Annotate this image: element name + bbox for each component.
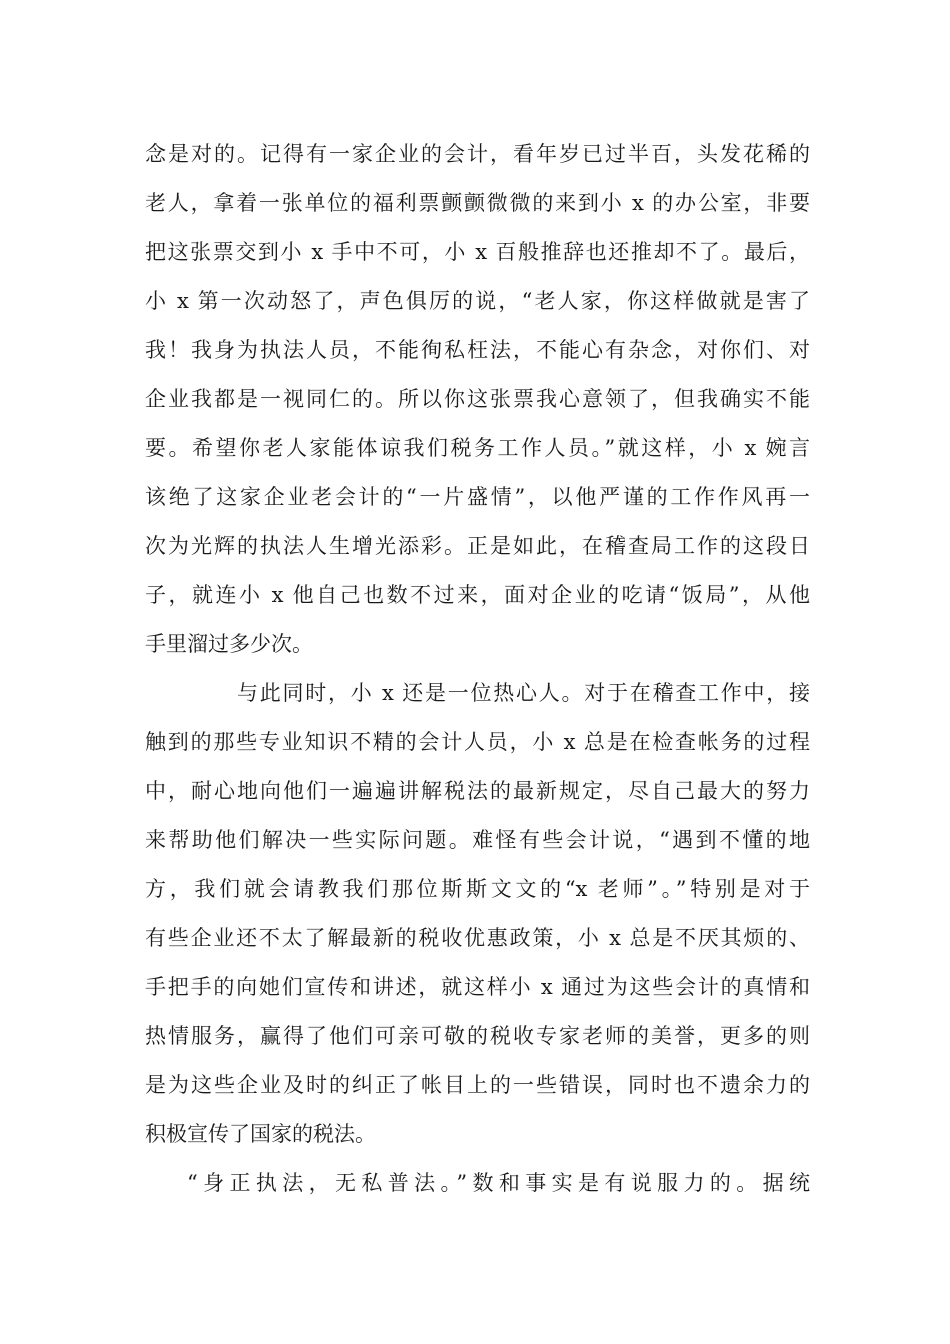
text-line: 触到的那些专业知识不精的会计人员，小 x 总是在检查帐务的过程 — [145, 730, 810, 754]
text-line: 来帮助他们解决一些实际问题。难怪有些会计说，“遇到不懂的地 — [145, 828, 810, 852]
text-line: 热情服务，赢得了他们可亲可敬的税收专家老师的美誉，更多的则 — [145, 1024, 810, 1048]
text-line: 有些企业还不太了解最新的税收优惠政策，小 x 总是不厌其烦的、 — [145, 926, 810, 950]
text-line: 中，耐心地向他们一遍遍讲解税法的最新规定，尽自己最大的努力 — [145, 779, 810, 803]
text-line: 我！我身为执法人员，不能徇私枉法，不能心有杂念，对你们、对 — [145, 338, 810, 362]
paragraph-first-line: 与此同时，小 x 还是一位热心人。对于在稽查工作中，接 — [237, 681, 810, 705]
text-line: 手里溜过多少次。 — [145, 632, 313, 656]
text-line: 企业我都是一视同仁的。所以你这张票我心意领了，但我确实不能 — [145, 387, 810, 411]
text-line: 次为光辉的执法人生增光添彩。正是如此，在稽查局工作的这段日 — [145, 534, 810, 558]
text-line: 该绝了这家企业老会计的“一片盛情”，以他严谨的工作作风再一 — [145, 485, 810, 509]
text-line: 是为这些企业及时的纠正了帐目上的一些错误，同时也不遗余力的 — [145, 1073, 810, 1097]
text-line: 念是对的。记得有一家企业的会计，看年岁已过半百，头发花稀的 — [145, 142, 810, 166]
text-line: 子，就连小 x 他自己也数不过来，面对企业的吃请“饭局”，从他 — [145, 583, 810, 607]
text-line: 老人，拿着一张单位的福利票颤颤微微的来到小 x 的办公室，非要 — [145, 191, 810, 215]
text-line: 积极宣传了国家的税法。 — [145, 1122, 376, 1146]
text-line: 小 x 第一次动怒了，声色俱厉的说，“老人家，你这样做就是害了 — [145, 289, 810, 313]
text-line: 手把手的向她们宣传和讲述，就这样小 x 通过为这些会计的真情和 — [145, 975, 810, 999]
text-line: 方，我们就会请教我们那位斯斯文文的“x 老师”。”特别是对于 — [145, 877, 810, 901]
body-text — [145, 130, 810, 1208]
paragraph-first-line: “身正执法，无私普法。”数和事实是有说服力的。据统 — [187, 1171, 810, 1195]
text-line: 把这张票交到小 x 手中不可，小 x 百般推辞也还推却不了。最后， — [145, 240, 810, 264]
text-line: 要。希望你老人家能体谅我们税务工作人员。”就这样，小 x 婉言 — [145, 436, 810, 460]
